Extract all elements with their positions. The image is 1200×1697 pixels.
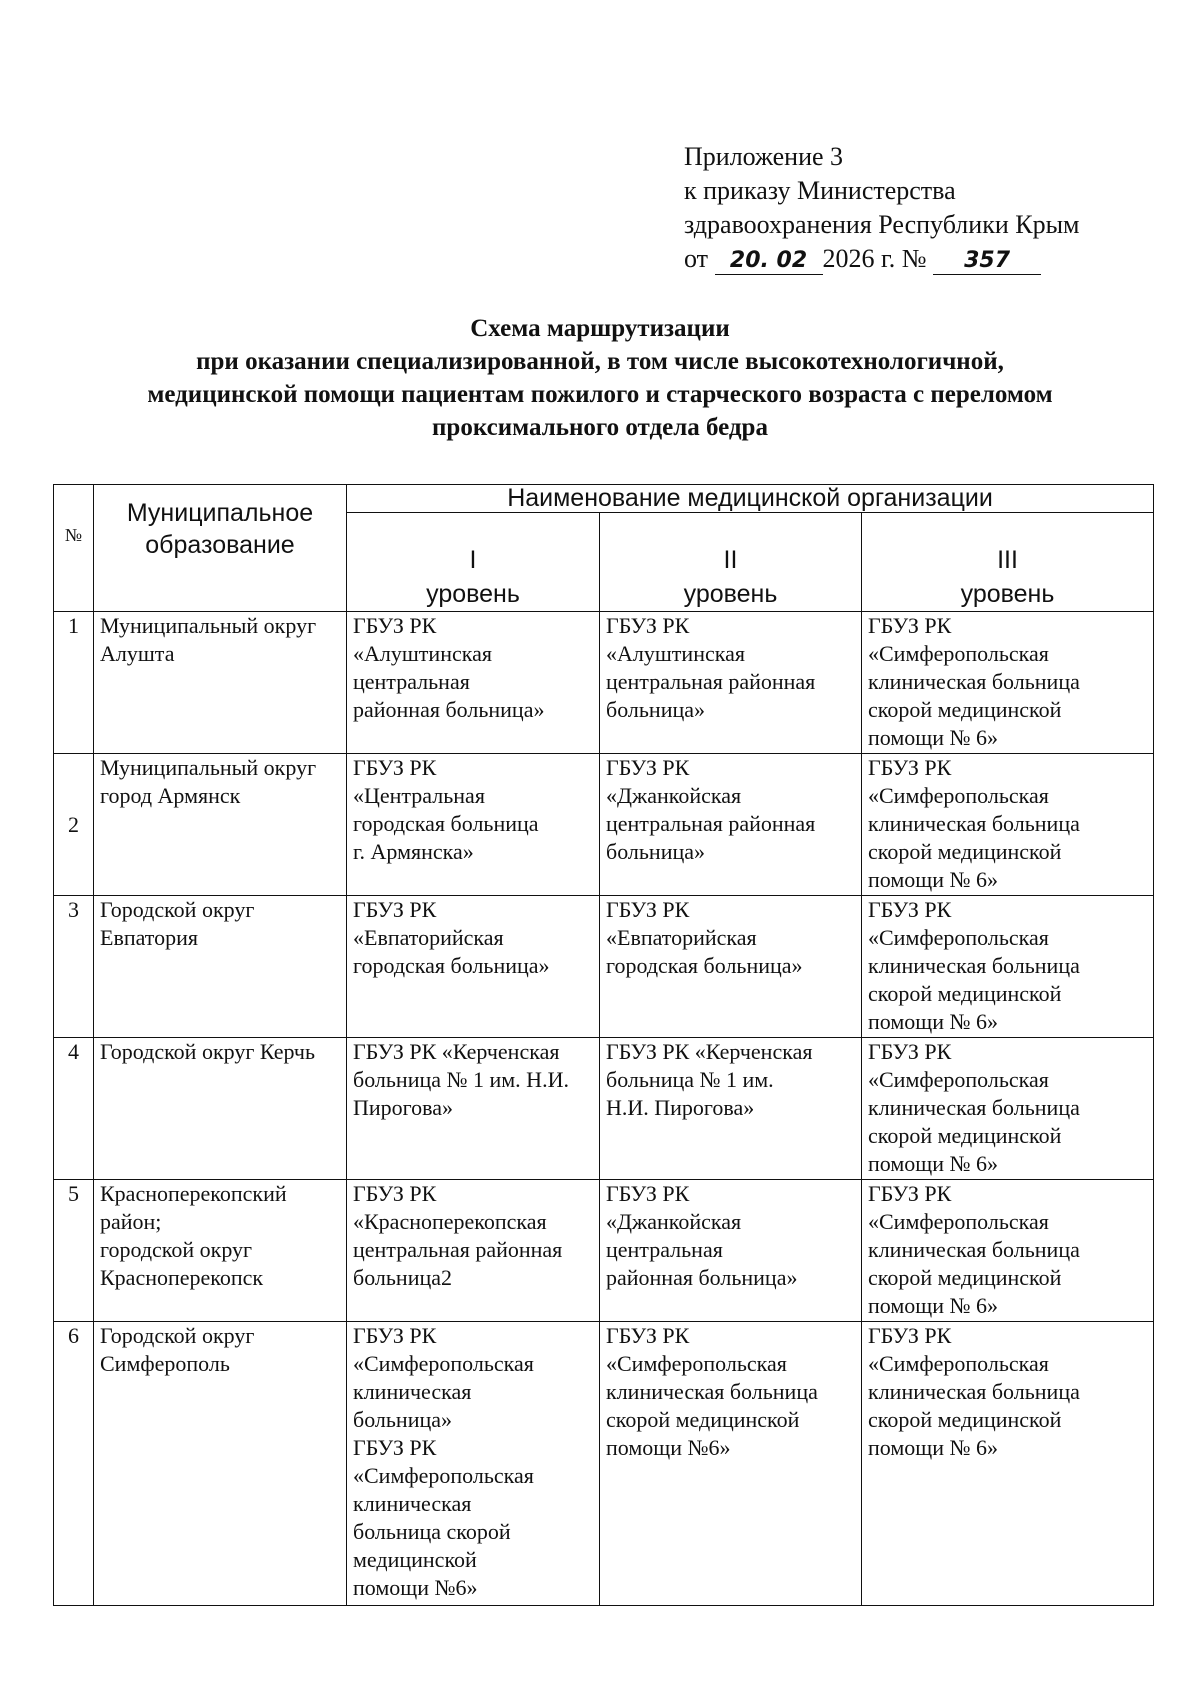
level3-cell: ГБУЗ РК «Симферопольская клиническая больница скорой медицинской помощи № 6» — [862, 612, 1154, 754]
header-municipality: Муниципальное образование — [94, 485, 347, 612]
appendix-title: Приложение 3 — [684, 142, 844, 171]
date-prefix: от — [684, 244, 709, 273]
header-num: № — [54, 485, 94, 612]
level2-cell: ГБУЗ РК «Джанкойская центральная районная больница» — [600, 754, 862, 896]
level3-cell: ГБУЗ РК «Симферопольская клиническая больница скорой медицинской помощи № 6» — [862, 896, 1154, 1038]
level2-cell: ГБУЗ РК «Алуштинская центральная районная больница» — [600, 612, 862, 754]
year-text: 2026 г. № — [822, 244, 927, 273]
table-row — [54, 896, 1154, 1038]
row-number: 5 — [54, 1180, 94, 1322]
municipality-cell: Городской округ Симферополь — [94, 1322, 347, 1606]
row-number: 2 — [54, 754, 94, 896]
header-org-name: Наименование медицинской организации — [347, 485, 1154, 513]
level3-cell: ГБУЗ РК «Симферопольская клиническая больница скорой медицинской помощи № 6» — [862, 1180, 1154, 1322]
municipality-cell: Муниципальный округ город Армянск — [94, 754, 347, 896]
table-row — [54, 754, 1154, 896]
level3-cell: ГБУЗ РК «Симферопольская клиническая больница скорой медицинской помощи № 6» — [862, 754, 1154, 896]
level1-cell: ГБУЗ РК «Центральная городская больница г. Армянска» — [347, 754, 600, 896]
level3-cell: ГБУЗ РК «Симферопольская клиническая больница скорой медицинской помощи № 6» — [862, 1322, 1154, 1606]
level2-cell: ГБУЗ РК «Евпаторийская городская больница» — [600, 896, 862, 1038]
title-line-4: проксимального отдела бедра — [432, 414, 768, 441]
municipality-cell: Городской округ Евпатория — [94, 896, 347, 1038]
table-row — [54, 1180, 1154, 1322]
municipality-cell: Городской округ Керчь — [94, 1038, 347, 1180]
level1-cell: ГБУЗ РК «Алуштинская центральная районная больница» — [347, 612, 600, 754]
row-number: 3 — [54, 896, 94, 1038]
level3-cell: ГБУЗ РК «Симферопольская клиническая больница скорой медицинской помощи № 6» — [862, 1038, 1154, 1180]
table-row — [54, 1038, 1154, 1180]
row-number: 1 — [54, 612, 94, 754]
title-line-2: при оказании специализированной, в том числе высокотехнологичной, — [196, 348, 1004, 375]
appendix-date-line — [684, 242, 1154, 276]
row-number: 6 — [54, 1322, 94, 1606]
level1-cell: ГБУЗ РК «Евпаторийская городская больница» — [347, 896, 600, 1038]
appendix-ministry: здравоохранения Республики Крым — [684, 210, 1080, 239]
header-level-3: III уровень — [862, 513, 1154, 612]
level2-cell: ГБУЗ РК «Джанкойская центральная районная больница» — [600, 1180, 862, 1322]
appendix-block — [684, 140, 1154, 276]
handwritten-number: 357 — [933, 244, 1041, 275]
row-number: 4 — [54, 1038, 94, 1180]
header-level-2: II уровень — [600, 513, 862, 612]
level2-cell: ГБУЗ РК «Керченская больница № 1 им. Н.И. Пирогова» — [600, 1038, 862, 1180]
table-row — [54, 612, 1154, 754]
document-title — [60, 312, 1140, 444]
municipality-cell: Муниципальный округ Алушта — [94, 612, 347, 754]
routing-table — [53, 484, 1154, 1606]
municipality-cell: Красноперекопский район; городской округ Красноперекопск — [94, 1180, 347, 1322]
header-level-1: I уровень — [347, 513, 600, 612]
handwritten-date: 20. 02 — [715, 244, 823, 275]
table-row — [54, 1322, 1154, 1606]
table-header-row — [54, 485, 1154, 513]
title-line-1: Схема маршрутизации — [470, 315, 730, 342]
title-line-3: медицинской помощи пациентам пожилого и старческого возраста с переломом — [147, 381, 1053, 408]
appendix-order-ref: к приказу Министерства — [684, 176, 956, 205]
level1-cell: ГБУЗ РК «Керченская больница № 1 им. Н.И. Пирогова» — [347, 1038, 600, 1180]
level1-cell: ГБУЗ РК «Симферопольская клиническая больница» ГБУЗ РК «Симферопольская клиническая больница скорой медицинской помощи №6» — [347, 1322, 600, 1606]
level1-cell: ГБУЗ РК «Красноперекопская центральная районная больница2 — [347, 1180, 600, 1322]
level2-cell: ГБУЗ РК «Симферопольская клиническая больница скорой медицинской помощи №6» — [600, 1322, 862, 1606]
